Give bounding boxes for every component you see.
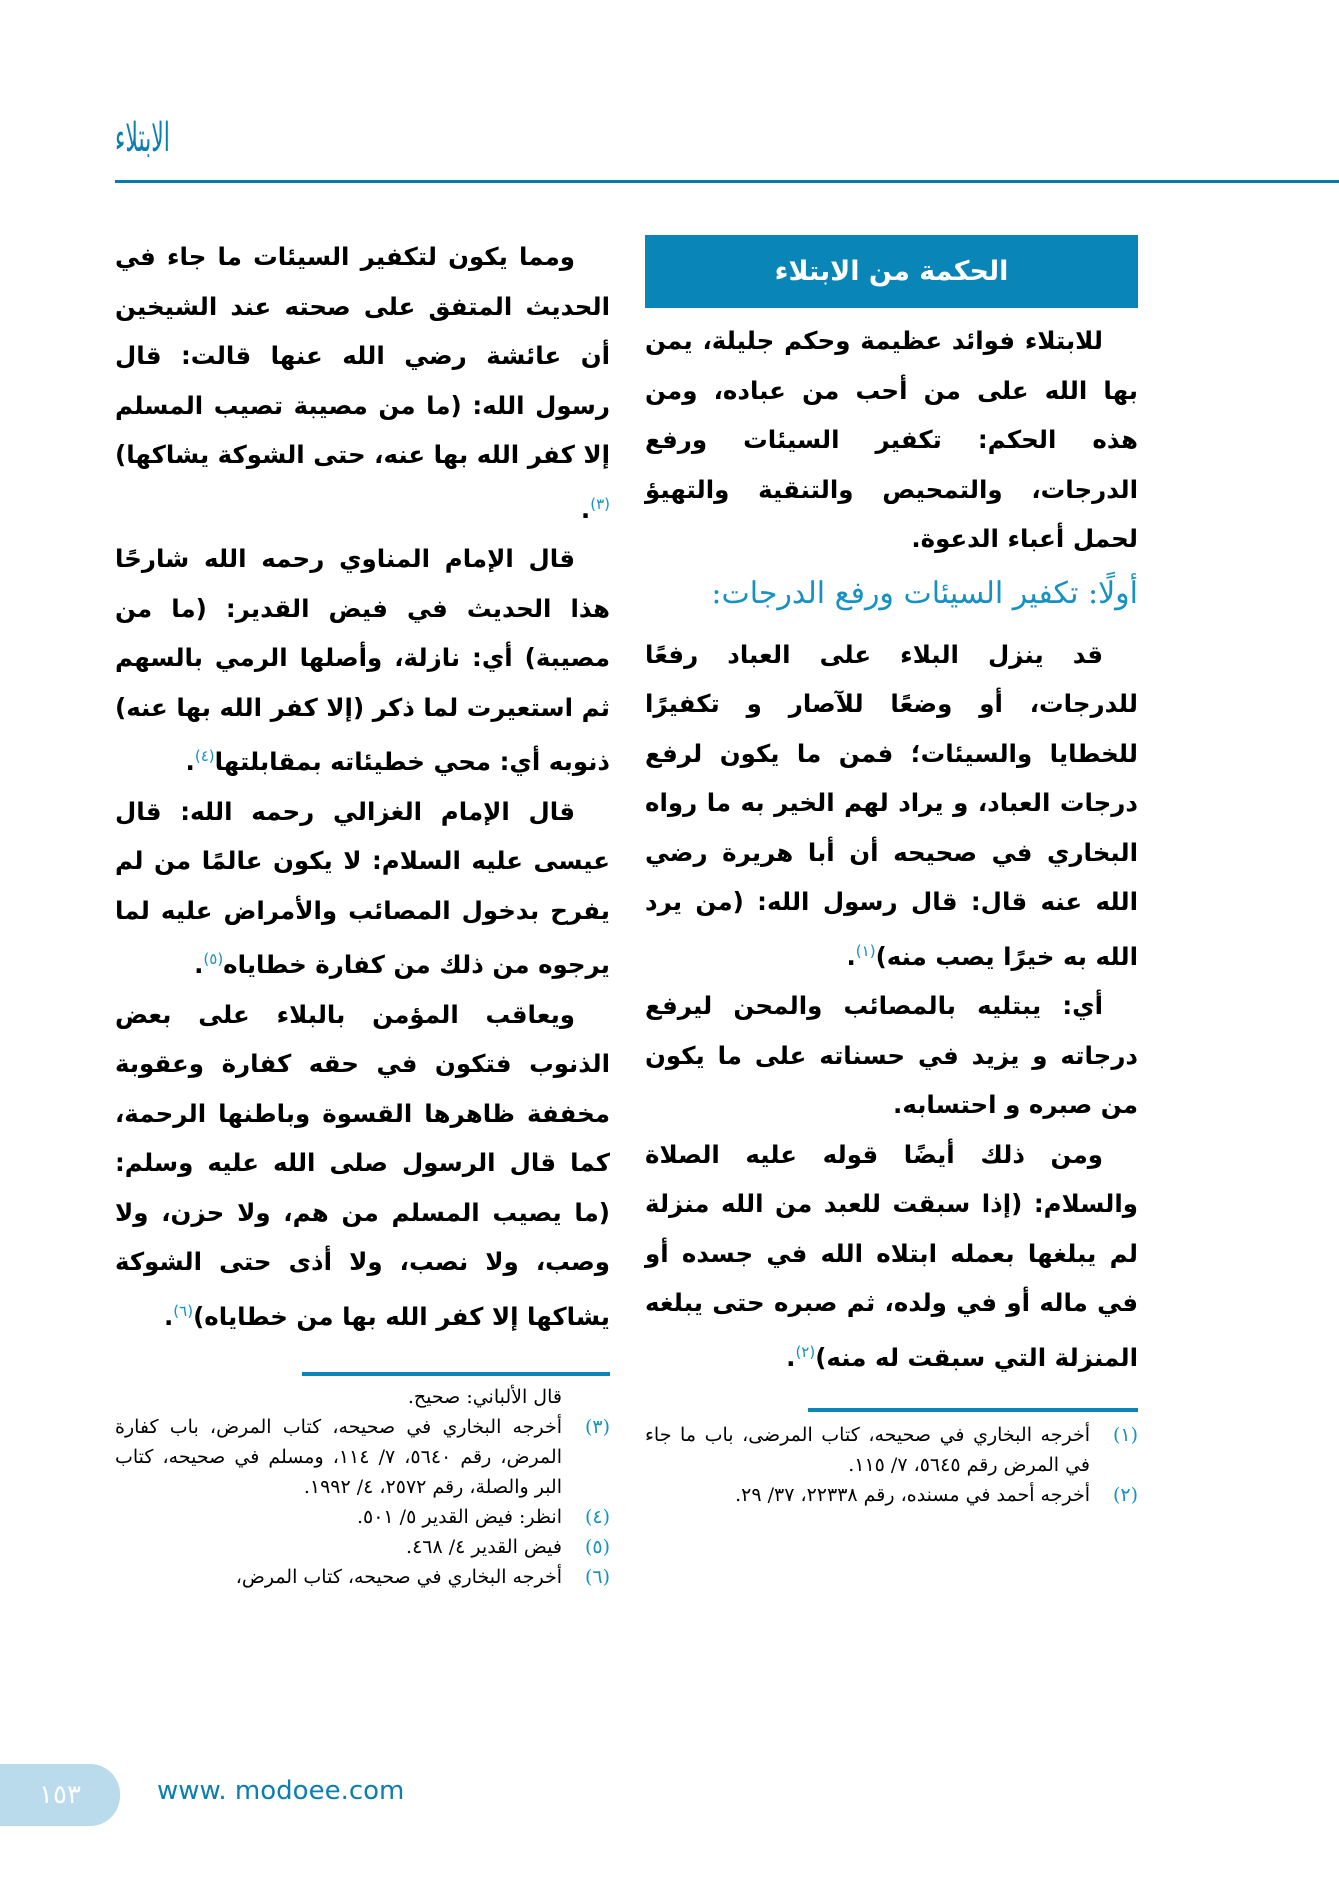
footnote-ref[interactable]: (٢) — [795, 1342, 816, 1361]
header-rule — [115, 180, 1339, 183]
footnote-ref[interactable]: (٤) — [194, 747, 215, 766]
intro-paragraph: للابتلاء فوائد عظيمة وحكم جليلة، يمن بها الله على من أحب من عباده، ومن هذه الحكم: تكفير السيئات ورفع الدرجات، والتمحيص والتنقية والتهيؤ لحمل أعباء الدعوة. — [645, 326, 1138, 553]
footnote-rule — [302, 1372, 610, 1376]
paragraph-end: . — [163, 1302, 174, 1332]
subheading: أولًا: تكفير السيئات ورفع الدرجات: — [711, 575, 1138, 611]
paragraph-text: ومما يكون لتكفير السيئات ما جاء في الحديث المتفق على صحته عند الشيخين أن عائشة رضي الله عنها قالت: قال رسول الله: (ما من مصيبة تصيب المسلم إلا كفر الله بها عنه، حتى الشوكة يشاكها) — [115, 242, 610, 469]
paragraph-text: قال الإمام المناوي رحمه الله شارحًا هذا الحديث في فيض القدير: (ما من مصيبة) أي: نازلة، وأصلها الرمي بالسهم ثم استعيرت لما ذكر (إلا كفر الله بها عنه) ذنوبه أي: محي خطيئاته بمقابلتها — [115, 544, 610, 777]
paragraph: أي: يبتليه بالمصائب والمحن ليرفع درجاته و يزيد في حسناته على ما يكون من صبره و احتسابه. — [645, 991, 1138, 1120]
footnote-item — [645, 1420, 1138, 1480]
footnotes — [645, 1420, 1138, 1510]
paragraph — [115, 787, 610, 990]
footnote-text: أخرجه البخاري في صحيحه، كتاب المرض، — [235, 1565, 562, 1588]
footnote-number: (٣) — [584, 1415, 610, 1438]
footnote-ref[interactable]: (٥) — [203, 950, 224, 969]
footnote-continuation: قال الألباني: صحيح. — [407, 1385, 562, 1408]
paragraph-end: . — [580, 494, 591, 524]
paragraph-end: . — [185, 747, 195, 777]
paragraph — [115, 232, 610, 534]
footnote-text: أخرجه البخاري في صحيحه، كتاب المرضى، باب ما جاء في المرض رقم ٥٦٤٥، ٧/ ١١٥. — [645, 1424, 1090, 1477]
footnote-text: انظر: فيض القدير ٥/ ٥٠١. — [356, 1505, 562, 1528]
website-link[interactable]: www. modoee.com — [157, 1776, 405, 1806]
footnote-text: أخرجه أحمد في مسنده، رقم ٢٢٣٣٨، ٣٧/ ٢٩. — [735, 1484, 1090, 1507]
footnote-number: (١) — [1112, 1424, 1138, 1447]
paragraph-text: قد ينزل البلاء على العباد رفعًا للدرجات، أو وضعًا للآصار و تكفيرًا للخطايا والسيئات؛ فمن ما يكون لرفع درجات العباد، و يراد لهم الخير به ما رواه البخاري في صحيحه أن أبا هريرة رضي الله عنه قال: قال رسول الله: (من يرد الله به خيرًا يصب منه) — [645, 639, 1138, 971]
paragraph — [115, 990, 610, 1342]
footnote-number: (٥) — [584, 1535, 610, 1558]
paragraph-text: ويعاقب المؤمن بالبلاء على بعض الذنوب فتكون في حقه كفارة وعقوبة مخففة ظاهرها القسوة وباطنها الرحمة، كما قال الرسول صلى الله عليه وسلم: (ما يصيب المسلم من هم، ولا حزن، ولا وصب، ولا نصب، ولا أذى حتى الشوكة يشاكها إلا كفر الله بها من خطاياه) — [115, 999, 610, 1332]
paragraph — [645, 1130, 1138, 1383]
paragraph-end: . — [786, 1342, 796, 1372]
footnotes — [115, 1382, 610, 1592]
footnote-ref[interactable]: (٣) — [590, 494, 610, 513]
footnote-item — [115, 1502, 610, 1532]
footnote-item — [115, 1412, 610, 1502]
section-heading: الحكمة من الابتلاء — [645, 235, 1138, 308]
footnote-ref[interactable]: (١) — [855, 941, 876, 960]
footnote-text: أخرجه البخاري في صحيحه، كتاب المرض، باب كفارة المرض، رقم ٥٦٤٠، ٧/ ١١٤، ومسلم في صحيحه، كتاب البر والصلة، رقم ٢٥٧٢، ٤/ ١٩٩٢. — [115, 1415, 562, 1498]
page-number-badge: ١٥٣ — [0, 1764, 120, 1826]
paragraph-end: . — [846, 941, 856, 971]
paragraph — [645, 630, 1138, 982]
running-title: الابتلاء — [115, 115, 170, 161]
left-column — [115, 232, 610, 1592]
footnote-text: فيض القدير ٤/ ٤٦٨. — [406, 1535, 562, 1558]
footnote-ref[interactable]: (٦) — [173, 1301, 194, 1320]
footnote-rule — [808, 1408, 1138, 1412]
footnote-number: (٦) — [584, 1565, 610, 1588]
footnote-number: (٤) — [584, 1505, 610, 1528]
paragraph-text: قال الإمام الغزالي رحمه الله: قال عيسى عليه السلام: لا يكون عالمًا من لم يفرح بدخول المصائب والأمراض عليه لما يرجوه من ذلك من كفارة خطاياه — [115, 796, 610, 980]
right-column — [645, 235, 1138, 1510]
footnote-item — [115, 1532, 610, 1562]
paragraph — [115, 534, 610, 787]
paragraph-text: ومن ذلك أيضًا قوله عليه الصلاة والسلام: (إذا سبقت للعبد من الله منزلة لم يبلغها بعمله ابتلاه الله في جسده أو في ماله أو في ولده، ثم صبره حتى يبلغه المنزلة التي سبقت له منه) — [645, 1139, 1138, 1372]
footnote-number: (٢) — [1112, 1484, 1138, 1507]
footnote-item — [115, 1562, 610, 1592]
footnote-item — [645, 1480, 1138, 1510]
paragraph-end: . — [194, 950, 204, 980]
